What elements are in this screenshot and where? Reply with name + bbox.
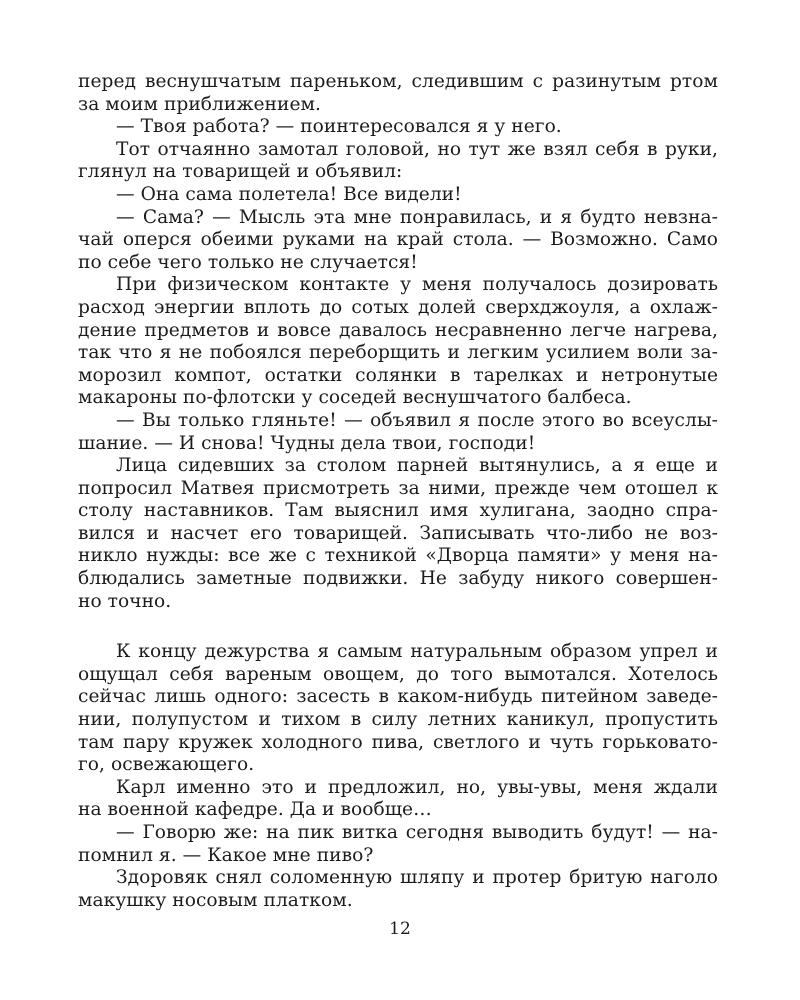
text-line: го, освежающего. (78, 754, 255, 776)
text-line: При физическом контакте у меня получалось дозировать (116, 274, 718, 296)
paragraph (78, 867, 718, 912)
book-page (78, 71, 718, 912)
text-line: — Она сама полетела! Все видели! (116, 183, 462, 205)
text-line: макушку носовым платком. (78, 889, 353, 911)
text-line: Карл именно это и предложил, но, увы-увы, меня ждали (116, 776, 718, 798)
paragraph (78, 207, 718, 275)
text-line: за моим приближением. (78, 93, 321, 115)
text-line: морозил компот, остатки солянки в тарелках и нетронутые (78, 364, 718, 386)
text-line: так что я не побоялся переборщить и легким усилием воли за- (78, 342, 718, 364)
text-line: там пару кружек холодного пива, светлого и чуть горьковато- (78, 731, 718, 753)
paragraph (78, 274, 718, 410)
text-line: К концу дежурства я самым натуральным образом упрел и (116, 641, 718, 663)
text-line: Здоровяк снял соломенную шляпу и протер бритую наголо (116, 867, 718, 889)
paragraph (78, 410, 718, 455)
text-line: на военной кафедре. Да и вообще… (78, 799, 432, 821)
text-line: сейчас лишь одного: засесть в каком-нибудь питейном заведе- (78, 686, 718, 708)
text-line: попросил Матвея присмотреть за ними, прежде чем отошел к (78, 477, 718, 499)
paragraph (78, 184, 718, 207)
text-line: столу наставников. Там выяснил имя хулигана, заодно спра- (78, 500, 718, 522)
paragraph (78, 822, 718, 867)
text-section-1 (78, 71, 718, 613)
section-break (78, 613, 718, 641)
text-section-2 (78, 641, 718, 912)
text-line: Тот отчаянно замотал головой, но тут же взял себя в руки, (116, 138, 718, 160)
text-line: — Сама? — Мысль эта мне понравилась, и я будто невзна- (116, 206, 718, 228)
paragraph (78, 641, 718, 777)
text-line: помнил я. — Какое мне пиво? (78, 844, 374, 866)
paragraph (78, 71, 718, 116)
text-line: шание. — И снова! Чудны дела твои, господи! (78, 432, 536, 454)
text-line: дение предметов и вовсе давалось несравненно легче нагрева, (78, 319, 718, 341)
text-line: расход энергии вплоть до сотых долей сверхджоуля, а охлаж- (78, 296, 718, 318)
text-line: глянул на товарищей и объявил: (78, 161, 403, 183)
text-line: Лица сидевших за столом парней вытянулись, а я еще и (116, 455, 718, 477)
text-line: вился и насчет его товарищей. Записывать что-либо не воз- (78, 522, 718, 544)
paragraph (78, 455, 718, 613)
page-number: 12 (389, 919, 411, 939)
paragraph (78, 777, 718, 822)
text-line: — Твоя работа? — поинтересовался я у него. (116, 116, 562, 138)
paragraph (78, 116, 718, 139)
text-line: — Говорю же: на пик витка сегодня выводить будут! — на- (116, 822, 718, 843)
text-line: перед веснушчатым пареньком, следившим с разинутым ртом (78, 71, 718, 92)
text-line: но точно. (78, 590, 172, 612)
text-line: по себе чего только не случается! (78, 251, 418, 273)
text-line: — Вы только гляньте! — объявил я после этого во всеуслы- (116, 409, 718, 431)
text-line: макароны по-флотски у соседей веснушчатого балбеса. (78, 387, 632, 409)
paragraph (78, 139, 718, 184)
text-line: ощущал себя вареным овощем, до того вымотался. Хотелось (78, 663, 718, 685)
text-line: нии, полупустом и тихом в силу летних каникул, пропустить (78, 709, 718, 731)
text-line: никло нужды: все же с техникой «Дворца памяти» у меня на- (78, 545, 718, 567)
text-line: чай оперся обеими руками на край стола. — Возможно. Само (78, 229, 718, 251)
text-line: блюдались заметные подвижки. Не забуду никого совершен- (78, 568, 718, 590)
